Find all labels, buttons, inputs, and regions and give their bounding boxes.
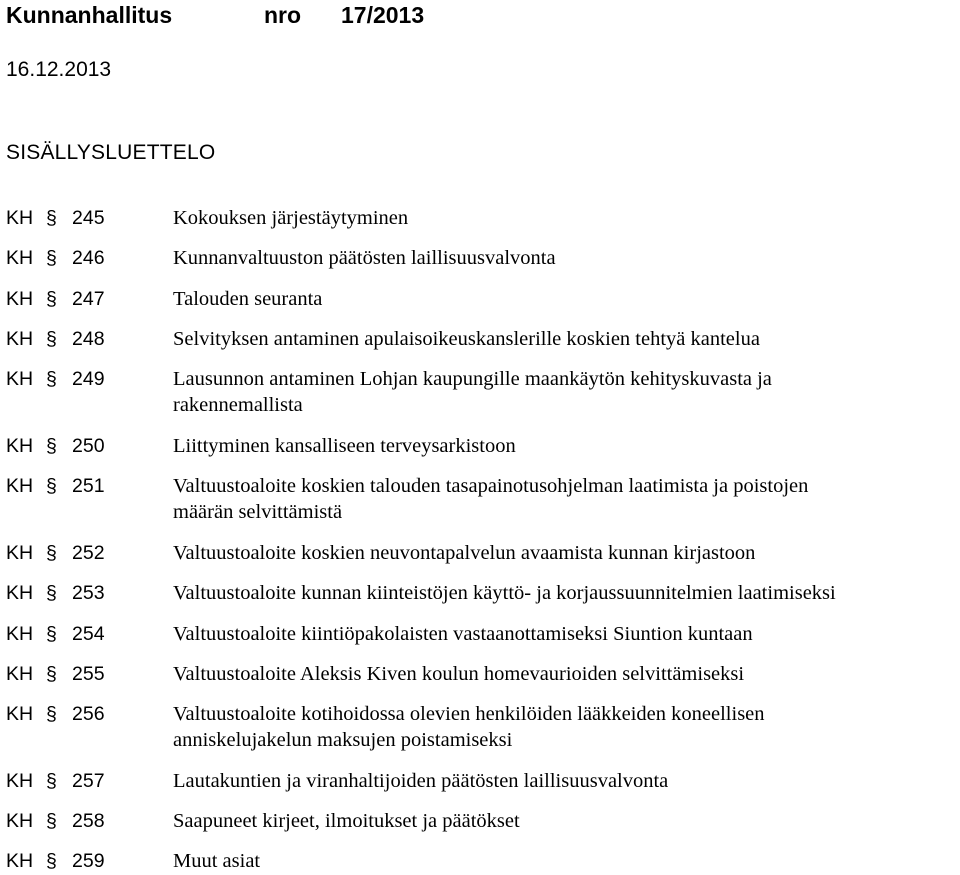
section-sign: § — [46, 368, 57, 390]
section-number: 245 — [72, 207, 105, 229]
section-title — [173, 701, 958, 753]
section-sign: § — [46, 810, 57, 832]
section-prefix: KH — [6, 368, 34, 390]
section-prefix: KH — [6, 810, 34, 832]
section-title-line: Valtuustoaloite koskien talouden tasapainotusohjelman laatimista ja poistojen — [173, 475, 809, 497]
section-title-line: Lautakuntien ja viranhaltijoiden päätösten laillisuusvalvonta — [173, 770, 669, 792]
section-sign: § — [46, 770, 57, 792]
section-title-line: Kokouksen järjestäytyminen — [173, 207, 409, 229]
section-number: 258 — [72, 810, 105, 832]
section-prefix: KH — [6, 623, 34, 645]
section-title — [173, 326, 958, 352]
section-number: 246 — [72, 247, 105, 269]
section-number: 250 — [72, 435, 105, 457]
section-number: 257 — [72, 770, 105, 792]
section-title — [173, 286, 958, 312]
section-title — [173, 366, 958, 418]
section-sign: § — [46, 703, 57, 725]
section-sign: § — [46, 435, 57, 457]
section-title-line: Liittyminen kansalliseen terveysarkistoon — [173, 435, 516, 457]
section-title — [173, 808, 958, 834]
section-number: 247 — [72, 288, 105, 310]
section-code — [6, 245, 105, 271]
section-prefix: KH — [6, 770, 34, 792]
section-title-line: Kunnanvaltuuston päätösten laillisuusvalvonta — [173, 247, 556, 269]
section-title — [173, 473, 958, 525]
section-sign: § — [46, 582, 57, 604]
section-prefix: KH — [6, 850, 34, 872]
section-title — [173, 621, 958, 647]
section-prefix: KH — [6, 542, 34, 564]
section-code — [6, 768, 105, 794]
section-title-line: Valtuustoaloite kotihoidossa olevien henkilöiden lääkkeiden koneellisen — [173, 703, 765, 725]
document-header — [6, 0, 424, 30]
section-code — [6, 205, 105, 231]
section-code — [6, 473, 105, 499]
section-title-line: Valtuustoaloite kiintiöpakolaisten vastaanottamiseksi Siuntion kuntaan — [173, 623, 753, 645]
section-title-line: rakennemallista — [173, 394, 303, 416]
section-prefix: KH — [6, 435, 34, 457]
section-sign: § — [46, 247, 57, 269]
section-code — [6, 580, 105, 606]
section-number: 256 — [72, 703, 105, 725]
nro-label: nro — [264, 2, 302, 28]
section-code — [6, 286, 105, 312]
section-title-line: Valtuustoaloite Aleksis Kiven koulun homevaurioiden selvittämiseksi — [173, 663, 745, 685]
section-prefix: KH — [6, 247, 34, 269]
section-prefix: KH — [6, 288, 34, 310]
section-number: 253 — [72, 582, 105, 604]
section-sign: § — [46, 623, 57, 645]
section-sign: § — [46, 207, 57, 229]
section-title — [173, 245, 958, 271]
section-title — [173, 205, 958, 231]
section-code — [6, 701, 105, 727]
section-code — [6, 808, 105, 834]
meeting-date: 16.12.2013 — [6, 58, 112, 81]
section-sign: § — [46, 663, 57, 685]
section-title-line: Selvityksen antaminen apulaisoikeuskanslerille koskien tehtyä kantelua — [173, 328, 760, 350]
section-title — [173, 540, 958, 566]
section-sign: § — [46, 328, 57, 350]
section-prefix: KH — [6, 582, 34, 604]
section-title — [173, 580, 958, 606]
section-sign: § — [46, 475, 57, 497]
section-code — [6, 433, 105, 459]
meeting-number: 17/2013 — [341, 2, 425, 28]
section-code — [6, 621, 105, 647]
toc-title: SISÄLLYSLUETTELO — [6, 141, 216, 164]
section-title-line: määrän selvittämistä — [173, 501, 343, 523]
section-number: 259 — [72, 850, 105, 872]
section-sign: § — [46, 542, 57, 564]
section-title-line: Valtuustoaloite koskien neuvontapalvelun avaamista kunnan kirjastoon — [173, 542, 756, 564]
section-number: 248 — [72, 328, 105, 350]
section-title-line: Saapuneet kirjeet, ilmoitukset ja päätökset — [173, 810, 520, 832]
section-title-line: Talouden seuranta — [173, 288, 323, 310]
section-title — [173, 768, 958, 794]
section-number: 255 — [72, 663, 105, 685]
section-code — [6, 848, 105, 874]
section-title — [173, 848, 958, 874]
section-prefix: KH — [6, 207, 34, 229]
section-title — [173, 661, 958, 687]
section-sign: § — [46, 850, 57, 872]
section-title-line: Lausunnon antaminen Lohjan kaupungille maankäytön kehityskuvasta ja — [173, 368, 772, 390]
section-title — [173, 433, 958, 459]
section-code — [6, 661, 105, 687]
section-code — [6, 326, 105, 352]
section-prefix: KH — [6, 703, 34, 725]
section-number: 254 — [72, 623, 105, 645]
section-code — [6, 540, 105, 566]
section-title-line: Valtuustoaloite kunnan kiinteistöjen käyttö- ja korjaussuunnitelmien laatimiseksi — [173, 582, 836, 604]
section-code — [6, 366, 105, 392]
section-prefix: KH — [6, 475, 34, 497]
section-number: 252 — [72, 542, 105, 564]
organization-name: Kunnanhallitus — [6, 2, 173, 28]
section-number: 249 — [72, 368, 105, 390]
section-title-line: anniskelujakelun maksujen poistamiseksi — [173, 729, 513, 751]
section-prefix: KH — [6, 663, 34, 685]
section-sign: § — [46, 288, 57, 310]
section-prefix: KH — [6, 328, 34, 350]
section-title-line: Muut asiat — [173, 850, 261, 872]
section-number: 251 — [72, 475, 105, 497]
